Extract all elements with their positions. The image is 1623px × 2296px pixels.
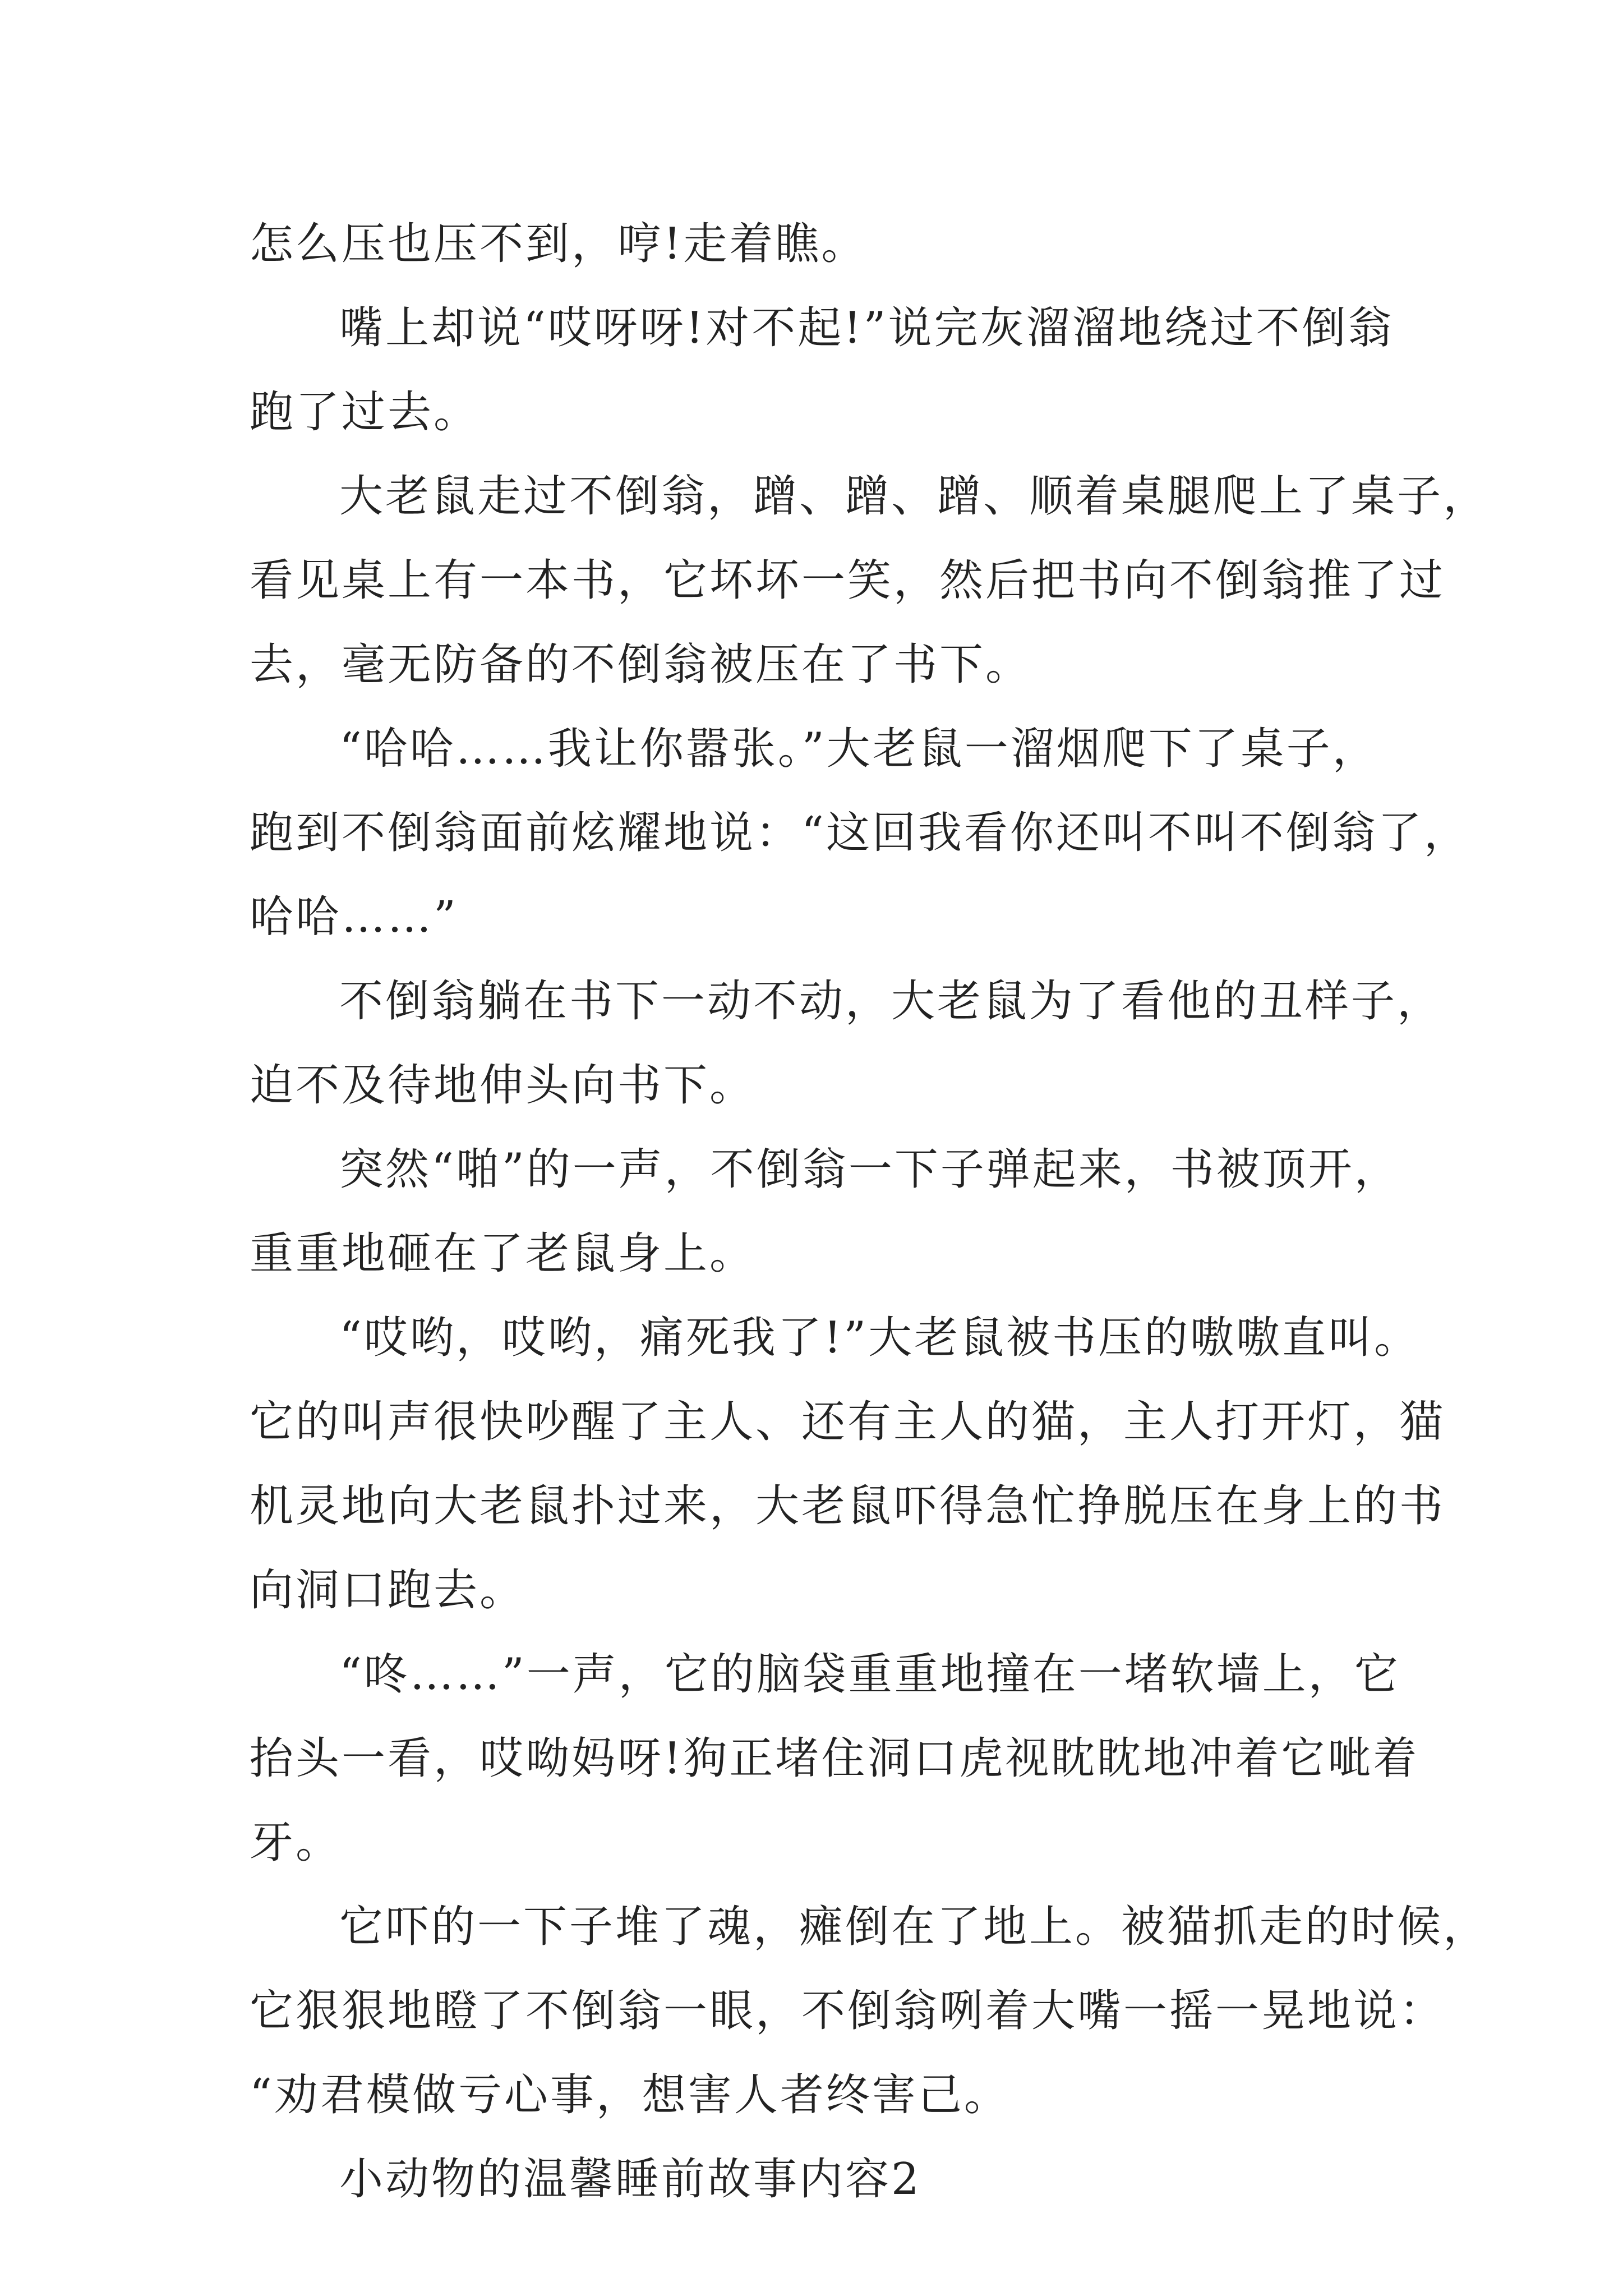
text-line: 突然“啪”的一声，不倒翁一下子弹起来，书被顶开，	[339, 1144, 1400, 1195]
text-line: 哈哈……”	[250, 892, 458, 942]
story-text	[250, 202, 1490, 2221]
paragraph	[250, 1632, 1427, 1885]
text-line: 不倒翁躺在书下一动不动，大老鼠为了看他的丑样子，	[339, 976, 1444, 1027]
text-line: 嘴上却说“哎呀呀!对不起!”说完灰溜溜地绕过不倒翁	[339, 303, 1394, 353]
text-line: 迫不及待地伸头向书下。	[250, 1060, 756, 1111]
text-line: “咚……”一声，它的脑袋重重地撞在一堵软墙上，它	[339, 1649, 1400, 1700]
text-line: “哈哈……我让你嚣张。”大老鼠一溜烟爬下了桌子，	[339, 724, 1378, 774]
text-line: 它狠狠地瞪了不倒翁一眼，不倒翁咧着大嘴一摇一晃地说：	[250, 1986, 1446, 2036]
text-line: “哎哟，哎哟，痛死我了!”大老鼠被书压的嗷嗷直叫。	[339, 1313, 1421, 1363]
paragraph	[250, 1885, 1490, 2137]
text-line: 它吓的一下子堆了魂，瘫倒在了地上。被猫抓走的时候，	[339, 1902, 1490, 1952]
text-line: 它的叫声很快吵醒了主人、还有主人的猫，主人打开灯，猫	[250, 1397, 1446, 1447]
text-line: 重重地砸在了老鼠身上。	[250, 1228, 756, 1279]
paragraph	[250, 286, 1427, 454]
text-line: 看见桌上有一本书，它坏坏一笑，然后把书向不倒翁推了过	[250, 555, 1446, 606]
paragraph	[250, 707, 1470, 959]
paragraph	[250, 959, 1444, 1128]
paragraph	[250, 1296, 1446, 1632]
text-line: 小动物的温馨睡前故事内容2	[339, 2154, 921, 2205]
text-line: “劝君模做亏心事，想害人者终害己。	[250, 2070, 1010, 2120]
text-line: 去，毫无防备的不倒翁被压在了书下。	[250, 639, 1032, 690]
text-line: 牙。	[250, 1818, 342, 1868]
section-heading	[250, 2137, 1427, 2221]
text-line: 怎么压也压不到，哼!走着瞧。	[250, 219, 868, 269]
text-line: 向洞口跑去。	[250, 1565, 526, 1616]
text-line: 大老鼠走过不倒翁，蹭、蹭、蹭、顺着桌腿爬上了桌子，	[339, 471, 1490, 522]
text-line: 跑到不倒翁面前炫耀地说：“这回我看你还叫不叫不倒翁了，	[250, 808, 1470, 858]
paragraph	[250, 454, 1490, 707]
paragraph	[250, 202, 1427, 286]
paragraph	[250, 1128, 1427, 1296]
text-line: 抬头一看，哎呦妈呀!狗正堵住洞口虎视眈眈地冲着它呲着	[250, 1733, 1419, 1784]
text-line: 机灵地向大老鼠扑过来，大老鼠吓得急忙挣脱压在身上的书	[250, 1481, 1446, 1531]
text-line: 跑了过去。	[250, 387, 480, 438]
